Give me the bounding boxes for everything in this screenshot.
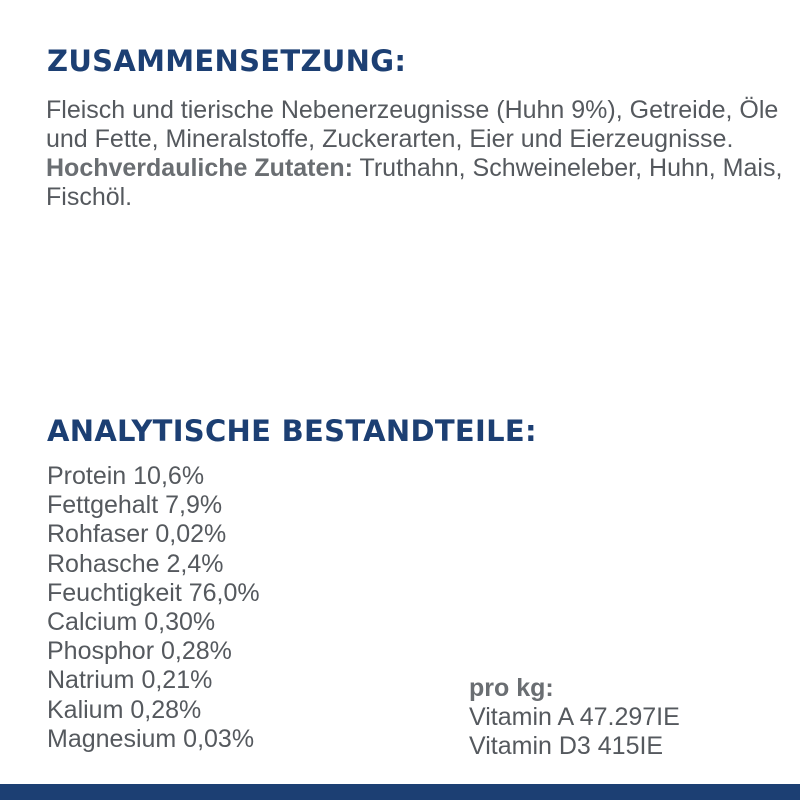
analytical-heading: ANALYTISCHE BESTANDTEILE: xyxy=(47,414,537,448)
analysis-item-fat: Fettgehalt 7,9% xyxy=(47,491,223,520)
analysis-item-magnesium: Magnesium 0,03% xyxy=(47,724,255,753)
composition-text xyxy=(46,96,786,212)
analysis-item-potassium: Kalium 0,28% xyxy=(47,695,202,724)
analysis-item-calcium: Calcium 0,30% xyxy=(47,608,216,637)
analysis-item-phosphorus: Phosphor 0,28% xyxy=(47,637,232,666)
digestible-ingredients-text: Truthahn, Schweineleber, Huhn, Mais, Fischöl. xyxy=(46,154,783,211)
analysis-item-ash: Rohasche 2,4% xyxy=(47,549,224,578)
analysis-list xyxy=(47,462,260,754)
analysis-item-sodium: Natrium 0,21% xyxy=(47,666,213,695)
digestible-ingredients-label: Hochverdauliche Zutaten: xyxy=(46,154,353,182)
vitamins-block xyxy=(469,674,680,762)
bottom-bar xyxy=(0,784,800,800)
composition-heading: ZUSAMMENSETZUNG: xyxy=(47,44,407,78)
analysis-item-fiber: Rohfaser 0,02% xyxy=(47,520,227,549)
vitamin-d3-item: Vitamin D3 415IE xyxy=(469,732,664,761)
composition-ingredients: Fleisch und tierische Nebenerzeugnisse (Huhn 9%), Getreide, Öle und Fette, Mineralstoffe, Zuckerarten, Eier und Eierzeugnisse. xyxy=(46,96,779,153)
vitamins-label: pro kg: xyxy=(469,674,554,702)
vitamin-a-item: Vitamin A 47.297IE xyxy=(469,703,680,732)
analysis-item-protein: Protein 10,6% xyxy=(47,462,205,490)
analysis-item-moisture: Feuchtigkeit 76,0% xyxy=(47,578,260,607)
